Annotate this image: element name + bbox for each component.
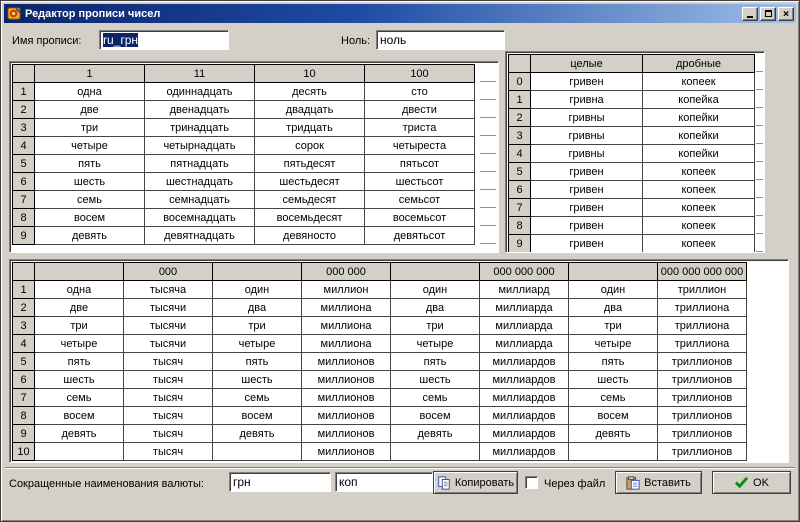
window-title: Редактор прописи чисел [25,7,161,20]
currency-grid-panel [505,51,765,253]
row-header: 5 [509,163,531,181]
grid-cell[interactable] [569,443,658,461]
column-header [213,263,302,281]
grid-cell[interactable]: миллионов [302,389,391,407]
grid-cell[interactable]: два [213,299,302,317]
grid-cell[interactable]: тринадцать [145,119,255,137]
grid-corner [13,263,35,281]
column-header: 100 [365,65,475,83]
grid-cell[interactable]: миллиарда [480,335,569,353]
grid-cell[interactable]: триллион [658,281,747,299]
grid-cell[interactable]: миллиарда [480,317,569,335]
grid-cell[interactable]: триллионов [658,389,747,407]
app-icon [7,6,22,21]
grid-cell[interactable]: двести [365,101,475,119]
row-header: 8 [13,407,35,425]
grid-cell[interactable]: девятнадцать [145,227,255,245]
grid-cell[interactable]: две [35,299,124,317]
grid-row [13,227,475,245]
grid-corner [13,65,35,83]
grid-cell[interactable]: семнадцать [145,191,255,209]
grid-cell[interactable]: семь [213,389,302,407]
grid-row [13,83,475,101]
grid-cell[interactable]: миллионов [302,353,391,371]
grid-cell[interactable]: шестнадцать [145,173,255,191]
row-header: 9 [13,425,35,443]
grid-row [509,217,755,235]
row-header: 10 [13,443,35,461]
grid-cell[interactable]: триста [365,119,475,137]
paste-button-label: Вставить [644,476,691,489]
grid-row [13,119,475,137]
grid-cell[interactable]: две [35,101,145,119]
close-icon: × [782,6,790,20]
grid-cell[interactable] [213,443,302,461]
copy-button[interactable] [433,471,518,494]
grid-row [509,181,755,199]
zero-label: Ноль: [341,35,371,47]
grid-cell[interactable]: гривен [531,73,643,91]
grid-cell[interactable]: тысячи [124,299,213,317]
grid-row [13,137,475,155]
grid-row [509,145,755,163]
column-header: 000 [124,263,213,281]
row-header: 6 [13,371,35,389]
grid-cell[interactable]: гривен [531,199,643,217]
grid-row [13,371,747,389]
grid-cell[interactable]: гривен [531,163,643,181]
grid-cell[interactable]: пять [569,353,658,371]
grid-row [13,173,475,191]
grid-cell[interactable]: восем [569,407,658,425]
column-header [35,263,124,281]
grid-cell[interactable]: девять [569,425,658,443]
grid-cell[interactable]: семь [569,389,658,407]
column-header: 000 000 [302,263,391,281]
row-header: 2 [509,109,531,127]
row-header: 1 [13,83,35,101]
grid-cell[interactable]: миллионов [302,425,391,443]
grid-cell[interactable]: миллионов [302,371,391,389]
grid-cell[interactable]: двадцать [255,101,365,119]
row-header: 7 [13,191,35,209]
grid-cell[interactable]: триллионов [658,353,747,371]
grid-cell[interactable]: триллионов [658,371,747,389]
grid-cell[interactable]: миллиардов [480,443,569,461]
column-header [391,263,480,281]
row-header: 0 [509,73,531,91]
grid-cell[interactable]: триллиона [658,317,747,335]
grid-cell[interactable]: миллиона [302,317,391,335]
grid-cell[interactable]: два [391,299,480,317]
grid-cell[interactable]: семь [35,191,145,209]
grid-cell[interactable]: шесть [391,371,480,389]
grid-cell[interactable]: девять [391,425,480,443]
row-header: 8 [509,217,531,235]
row-header: 6 [13,173,35,191]
grid-row [13,209,475,227]
name-input[interactable] [99,30,229,50]
grid-cell[interactable]: двенадцать [145,101,255,119]
column-header: 000 000 000 [480,263,569,281]
column-header: целые [531,55,643,73]
grid-row [13,407,747,425]
grid-cell[interactable]: сто [365,83,475,101]
currency-main-input[interactable] [229,472,331,492]
grid-cell[interactable]: три [213,317,302,335]
grid-cell[interactable]: пять [391,353,480,371]
grid-cell[interactable]: один [213,281,302,299]
grid-cell[interactable]: одна [35,281,124,299]
grid-cell[interactable]: триллионов [658,443,747,461]
currency-abbrev-label: Сокращенные наименования валюты: [9,478,204,490]
row-header: 8 [13,209,35,227]
grid-cell[interactable]: семь [35,389,124,407]
grid-cell[interactable]: миллиардов [480,389,569,407]
grid-cell[interactable]: гривны [531,145,643,163]
grid-cell[interactable]: тысяч [124,407,213,425]
column-header: дробные [643,55,755,73]
grid-cell[interactable]: восем [391,407,480,425]
grid-cell[interactable]: миллиарда [480,299,569,317]
row-header: 4 [13,137,35,155]
grid [12,262,747,461]
grid-row [13,317,747,335]
grid-cell[interactable]: пятнадцать [145,155,255,173]
row-header: 4 [13,335,35,353]
close-button[interactable] [778,7,794,21]
grid-cell[interactable]: тысяч [124,425,213,443]
footer-separator [5,467,795,469]
grid-cell[interactable]: один [569,281,658,299]
grid-row [13,335,747,353]
grid-cell[interactable]: миллиона [302,335,391,353]
grid-row [509,127,755,145]
copy-button-label: Копировать [454,476,515,489]
grid-cell[interactable]: триллионов [658,425,747,443]
grid-cell[interactable]: миллион [302,281,391,299]
grid-cell[interactable]: гривны [531,109,643,127]
grid-cell[interactable]: пять [35,155,145,173]
grid-cell[interactable]: копеек [643,73,755,91]
grid-cell[interactable]: восем [35,209,145,227]
grid-cell[interactable]: десять [255,83,365,101]
grid-cell[interactable]: триллиона [658,299,747,317]
grid-cell[interactable]: гривен [531,235,643,253]
grid-cell[interactable]: пятьдесят [255,155,365,173]
grid-cell[interactable]: миллиардов [480,425,569,443]
grid-cell[interactable]: копейки [643,127,755,145]
grid-cell[interactable]: гривен [531,181,643,199]
grid-cell[interactable]: копеек [643,181,755,199]
grid-cell[interactable]: одна [35,83,145,101]
grid-cell[interactable]: три [569,317,658,335]
grid-cell[interactable]: гривны [531,127,643,145]
currency-sub-input[interactable] [335,472,433,492]
grid-cell[interactable]: триллионов [658,407,747,425]
grid-cell[interactable]: шестьсот [365,173,475,191]
grid-row [509,199,755,217]
grid-cell[interactable]: гривна [531,91,643,109]
name-input-selected-text: ru_грн [103,33,139,47]
row-header: 9 [13,227,35,245]
minimize-icon [747,16,753,18]
row-header: 9 [509,235,531,253]
row-header: 5 [13,353,35,371]
grid-cell[interactable]: миллиардов [480,407,569,425]
grid-cell[interactable]: тысяч [124,389,213,407]
grid-cell[interactable]: миллиардов [480,371,569,389]
grid-row [13,155,475,173]
grid-cell[interactable]: девять [213,425,302,443]
row-header: 3 [13,317,35,335]
grid-cell[interactable]: пять [213,353,302,371]
grid-cell[interactable] [35,443,124,461]
row-header: 3 [509,127,531,145]
clipboard-paste-icon [626,476,640,490]
grid-cell[interactable]: копеек [643,235,755,253]
grid-row [509,163,755,181]
row-header: 7 [13,389,35,407]
row-header: 1 [13,281,35,299]
grid-cell[interactable]: три [35,317,124,335]
grid-cell[interactable]: четыреста [365,137,475,155]
grid-row [509,91,755,109]
grid-cell[interactable]: копеек [643,199,755,217]
grid-row [13,281,747,299]
grid-row [509,109,755,127]
grid-cell[interactable]: девять [35,425,124,443]
grid-cell[interactable]: копеек [643,163,755,181]
grid-cell[interactable]: один [391,281,480,299]
grid-cell[interactable]: тысяча [124,281,213,299]
grid-cell[interactable]: тридцать [255,119,365,137]
grid-cell[interactable]: пятьсот [365,155,475,173]
row-header: 7 [509,199,531,217]
units-grid-empty-area [480,64,496,245]
via-file-checkbox[interactable] [525,476,538,489]
grid-cell[interactable]: одиннадцать [145,83,255,101]
grid-cell[interactable]: четыре [35,137,145,155]
ok-button[interactable] [712,471,791,494]
grid-cell[interactable]: восемьсот [365,209,475,227]
column-header: 10 [255,65,365,83]
grid-cell[interactable]: семь [391,389,480,407]
grid-row [13,191,475,209]
grid-cell[interactable]: шесть [35,371,124,389]
grid-cell[interactable]: восем [213,407,302,425]
green-check-icon [734,476,749,489]
grid-row [13,443,747,461]
grid-cell[interactable]: сорок [255,137,365,155]
grid-cell[interactable]: шесть [213,371,302,389]
grid-cell[interactable]: шестьдесят [255,173,365,191]
row-header: 2 [13,101,35,119]
grid-row [509,235,755,253]
grid-cell[interactable]: миллионов [302,407,391,425]
grid-cell[interactable]: миллиона [302,299,391,317]
grid-row [13,353,747,371]
grid-cell[interactable]: три [391,317,480,335]
units-grid-panel [9,61,499,253]
grid-cell[interactable]: восемьдесят [255,209,365,227]
grid-cell[interactable]: восем [35,407,124,425]
grid-cell[interactable]: триллиона [658,335,747,353]
grid-cell[interactable]: миллиардов [480,353,569,371]
grid-row [509,73,755,91]
row-header: 4 [509,145,531,163]
grid-row [13,101,475,119]
row-header: 2 [13,299,35,317]
titlebar [4,4,796,23]
grid-cell[interactable]: миллионов [302,443,391,461]
row-header: 5 [13,155,35,173]
grid-row [13,425,747,443]
via-file-label: Через файл [544,478,606,490]
currency-grid-empty-area [756,54,763,253]
grid-cell[interactable]: восемнадцать [145,209,255,227]
grid-cell[interactable] [391,443,480,461]
grid-cell[interactable]: четыре [213,335,302,353]
grid-cell[interactable]: шесть [35,173,145,191]
zero-input[interactable] [376,30,505,50]
grid-cell[interactable]: семьсот [365,191,475,209]
grid-cell[interactable]: копейки [643,145,755,163]
grid [12,64,475,245]
column-header: 1 [35,65,145,83]
grid-cell[interactable]: два [569,299,658,317]
grid-row [13,389,747,407]
grid-cell[interactable]: три [35,119,145,137]
column-header: 000 000 000 000 [658,263,747,281]
grid-cell[interactable]: девятьсот [365,227,475,245]
paste-button[interactable] [615,471,702,494]
grid-cell[interactable]: четыре [569,335,658,353]
copy-pages-icon [437,476,451,490]
grid-cell[interactable]: четыре [35,335,124,353]
grid-cell[interactable]: тысяч [124,443,213,461]
grid-row [13,299,747,317]
row-header: 3 [13,119,35,137]
grid-cell[interactable]: гривен [531,217,643,235]
scales-grid-panel [9,259,789,463]
grid-cell[interactable]: семьдесят [255,191,365,209]
grid-cell[interactable]: пять [35,353,124,371]
row-header: 6 [509,181,531,199]
grid-corner [509,55,531,73]
grid-cell[interactable]: копейка [643,91,755,109]
grid-cell[interactable]: девяносто [255,227,365,245]
row-header: 1 [509,91,531,109]
grid-cell[interactable]: четыре [391,335,480,353]
grid [508,54,755,253]
name-label: Имя прописи: [12,35,82,47]
minimize-button[interactable] [742,7,758,21]
ok-button-label: OK [753,476,769,489]
grid-cell[interactable]: копейки [643,109,755,127]
grid-cell[interactable]: тысячи [124,335,213,353]
grid-cell[interactable]: шесть [569,371,658,389]
grid-cell[interactable]: тысяч [124,371,213,389]
maximize-icon [765,10,772,17]
column-header [569,263,658,281]
grid-cell[interactable]: тысяч [124,353,213,371]
grid-cell[interactable]: четырнадцать [145,137,255,155]
grid-cell[interactable]: тысячи [124,317,213,335]
column-header: 11 [145,65,255,83]
maximize-button[interactable] [760,7,776,21]
grid-cell[interactable]: девять [35,227,145,245]
grid-cell[interactable]: копеек [643,217,755,235]
grid-cell[interactable]: миллиард [480,281,569,299]
